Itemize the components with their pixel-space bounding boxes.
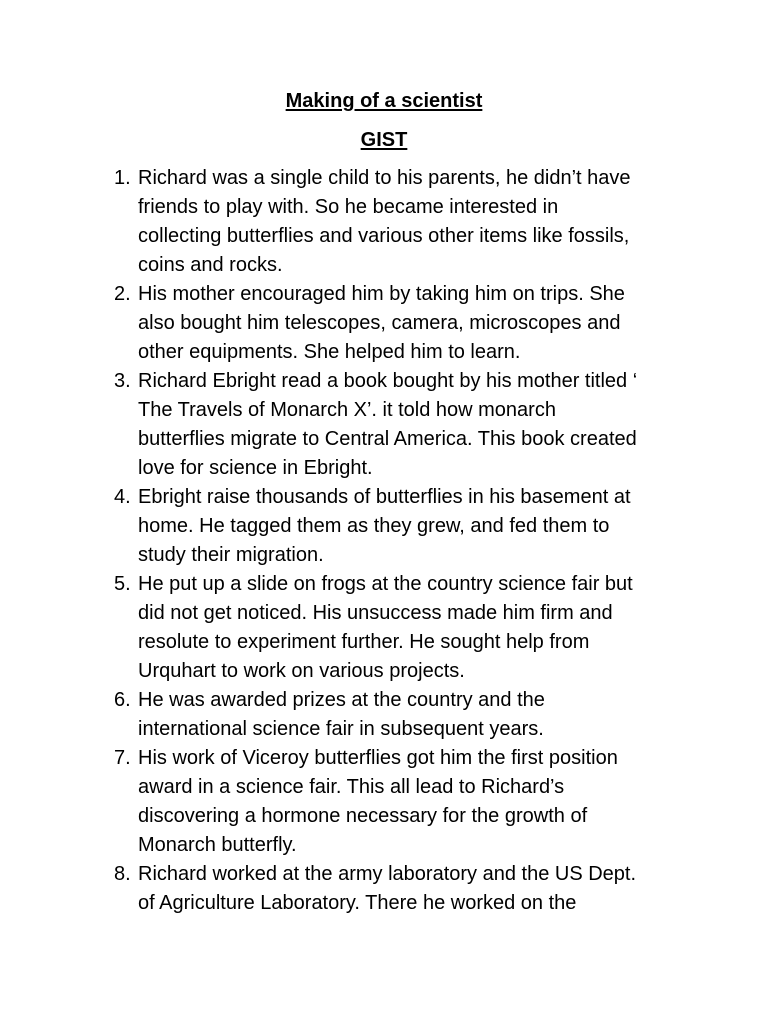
list-item-line: The Travels of Monarch X’. it told how monarch xyxy=(138,399,556,421)
list-item xyxy=(114,860,698,918)
list-item-line: He was awarded prizes at the country and the xyxy=(138,689,545,711)
list-item xyxy=(114,570,698,686)
list-item-line: did not get noticed. His unsuccess made him firm and xyxy=(138,602,613,624)
list-item-number: 7. xyxy=(114,747,131,769)
list-item xyxy=(114,367,698,483)
gist-list xyxy=(114,164,698,918)
list-item-line: Urquhart to work on various projects. xyxy=(138,660,465,682)
document-subtitle: GIST xyxy=(360,129,408,151)
list-item-number: 6. xyxy=(114,689,131,711)
list-item-line: love for science in Ebright. xyxy=(138,457,373,479)
list-item-line: study their migration. xyxy=(138,544,324,566)
list-item-line: Richard Ebright read a book bought by his mother titled ‘ xyxy=(138,370,638,392)
list-item-line: award in a science fair. This all lead to Richard’s xyxy=(138,776,565,798)
list-item-line: His work of Viceroy butterflies got him the first position xyxy=(138,747,618,769)
list-item-line: collecting butterflies and various other items like fossils, xyxy=(138,225,630,247)
list-item-line: Ebright raise thousands of butterflies in his basement at xyxy=(138,486,631,508)
list-item-line: His mother encouraged him by taking him on trips. She xyxy=(138,283,625,305)
document-title: Making of a scientist xyxy=(285,90,483,112)
list-item-line: of Agriculture Laboratory. There he worked on the xyxy=(138,892,577,914)
list-item-line: international science fair in subsequent years. xyxy=(138,718,544,740)
list-item-line: discovering a hormone necessary for the growth of xyxy=(138,805,588,827)
list-item-number: 4. xyxy=(114,486,131,508)
list-item-line: butterflies migrate to Central America. This book created xyxy=(138,428,637,450)
list-item-line: Richard was a single child to his parents, he didn’t have xyxy=(138,167,631,189)
list-item-number: 8. xyxy=(114,863,131,885)
list-item-line: Monarch butterfly. xyxy=(138,834,297,856)
list-item-number: 2. xyxy=(114,283,131,305)
list-item xyxy=(114,686,698,744)
list-item-line: Richard worked at the army laboratory and the US Dept. xyxy=(138,863,637,885)
list-item-line: other equipments. She helped him to learn. xyxy=(138,341,521,363)
list-item-line: He put up a slide on frogs at the country science fair but xyxy=(138,573,633,595)
list-item-line: also bought him telescopes, camera, microscopes and xyxy=(138,312,621,334)
list-item-line: friends to play with. So he became interested in xyxy=(138,196,559,218)
list-item-number: 3. xyxy=(114,370,131,392)
list-item-line: home. He tagged them as they grew, and fed them to xyxy=(138,515,610,537)
list-item xyxy=(114,744,698,860)
list-item-number: 5. xyxy=(114,573,131,595)
list-item xyxy=(114,280,698,367)
list-item xyxy=(114,483,698,570)
list-item xyxy=(114,164,698,280)
list-item-line: coins and rocks. xyxy=(138,254,283,276)
list-item-line: resolute to experiment further. He sought help from xyxy=(138,631,590,653)
list-item-number: 1. xyxy=(114,167,131,189)
